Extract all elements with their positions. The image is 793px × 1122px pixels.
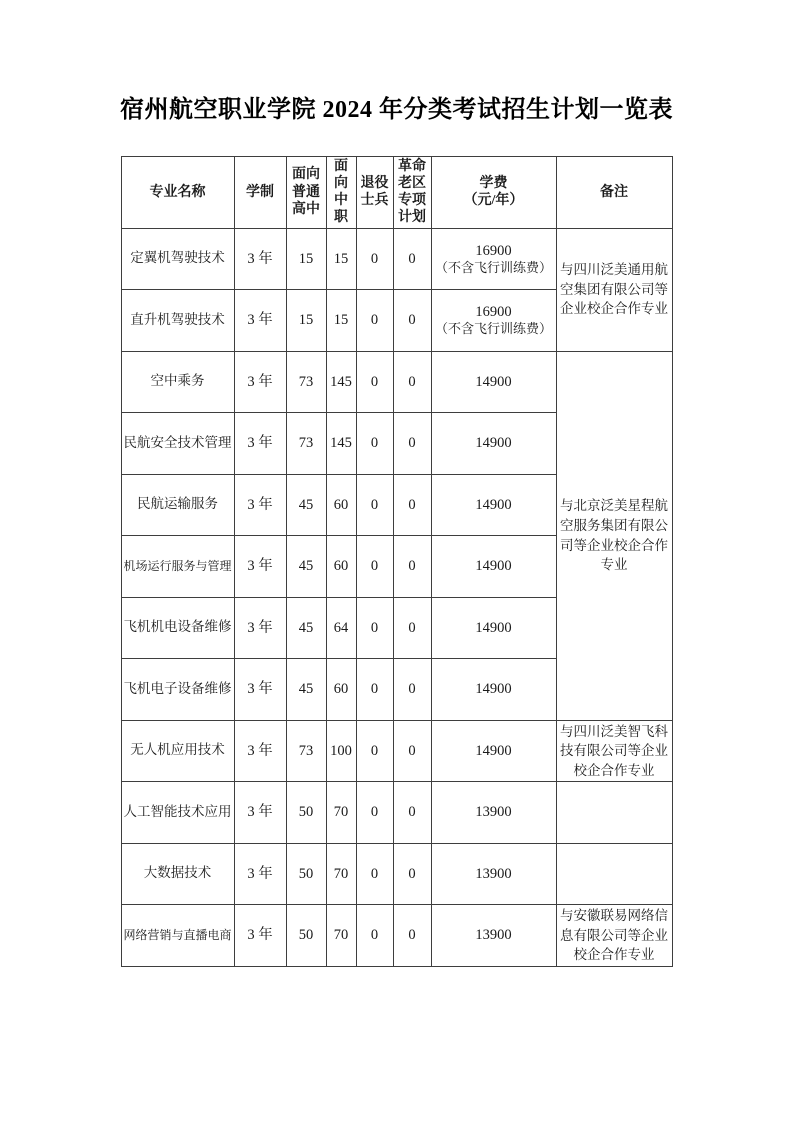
cell-hs-plan: 45 [286, 536, 326, 598]
cell-remark: 与四川泛美智飞科技有限公司等企业校企合作专业 [556, 720, 672, 782]
cell-voc-plan: 15 [326, 290, 356, 352]
tuition-amount: 16900 [475, 304, 512, 321]
cell-voc-plan: 70 [326, 782, 356, 844]
table-row [121, 843, 672, 905]
cell-voc-plan: 70 [326, 843, 356, 905]
cell-voc-plan: 100 [326, 720, 356, 782]
cell-remark [556, 782, 672, 844]
cell-old-area-plan: 0 [393, 413, 431, 475]
table-row [121, 905, 672, 967]
table-row [121, 782, 672, 844]
cell-duration: 3 年 [234, 782, 286, 844]
cell-hs-plan: 50 [286, 782, 326, 844]
cell-duration: 3 年 [234, 905, 286, 967]
tuition-amount: 14900 [475, 742, 512, 759]
cell-tuition [431, 474, 556, 536]
col-header-duration: 学制 [234, 156, 286, 228]
tuition-amount: 13900 [475, 804, 512, 821]
cell-remark: 与安徽联易网络信息有限公司等企业校企合作专业 [556, 905, 672, 967]
cell-tuition [431, 659, 556, 721]
cell-voc-plan: 60 [326, 536, 356, 598]
cell-duration: 3 年 [234, 720, 286, 782]
enrollment-plan-table [121, 156, 673, 967]
tuition-amount: 16900 [475, 242, 512, 259]
cell-old-area-plan: 0 [393, 597, 431, 659]
cell-major: 网络营销与直播电商 [121, 905, 234, 967]
cell-tuition [431, 536, 556, 598]
cell-veteran-plan: 0 [356, 782, 393, 844]
cell-hs-plan: 50 [286, 843, 326, 905]
cell-voc-plan: 145 [326, 351, 356, 413]
cell-duration: 3 年 [234, 290, 286, 352]
cell-major: 民航运输服务 [121, 474, 234, 536]
cell-voc-plan: 60 [326, 659, 356, 721]
col-header-tuition-line2: （元/年） [463, 193, 524, 209]
cell-major: 飞机电子设备维修 [121, 659, 234, 721]
cell-major: 空中乘务 [121, 351, 234, 413]
cell-remark: 与四川泛美通用航空集团有限公司等企业校企合作专业 [556, 228, 672, 351]
cell-hs-plan: 73 [286, 351, 326, 413]
cell-old-area-plan: 0 [393, 536, 431, 598]
cell-veteran-plan: 0 [356, 351, 393, 413]
cell-old-area-plan: 0 [393, 351, 431, 413]
cell-voc-plan: 64 [326, 597, 356, 659]
cell-duration: 3 年 [234, 659, 286, 721]
cell-duration: 3 年 [234, 351, 286, 413]
cell-veteran-plan: 0 [356, 720, 393, 782]
tuition-amount: 13900 [475, 927, 512, 944]
cell-major: 民航安全技术管理 [121, 413, 234, 475]
header-row [121, 156, 672, 228]
cell-veteran-plan: 0 [356, 413, 393, 475]
cell-tuition [431, 597, 556, 659]
cell-hs-plan: 15 [286, 228, 326, 290]
cell-tuition [431, 720, 556, 782]
cell-tuition [431, 782, 556, 844]
col-header-regular-hs: 面向普通高中 [286, 156, 326, 228]
cell-veteran-plan: 0 [356, 843, 393, 905]
cell-major: 大数据技术 [121, 843, 234, 905]
cell-veteran-plan: 0 [356, 597, 393, 659]
cell-remark: 与北京泛美星程航空服务集团有限公司等企业校企合作专业 [556, 351, 672, 720]
cell-old-area-plan: 0 [393, 782, 431, 844]
table-row [121, 720, 672, 782]
cell-veteran-plan: 0 [356, 905, 393, 967]
cell-voc-plan: 15 [326, 228, 356, 290]
cell-old-area-plan: 0 [393, 228, 431, 290]
cell-tuition [431, 290, 556, 352]
col-header-vocational: 面向中职 [326, 156, 356, 228]
cell-hs-plan: 45 [286, 659, 326, 721]
cell-hs-plan: 15 [286, 290, 326, 352]
tuition-amount: 14900 [475, 681, 512, 698]
cell-duration: 3 年 [234, 413, 286, 475]
cell-hs-plan: 45 [286, 597, 326, 659]
cell-veteran-plan: 0 [356, 474, 393, 536]
cell-veteran-plan: 0 [356, 536, 393, 598]
tuition-amount: 14900 [475, 435, 512, 452]
cell-major: 机场运行服务与管理 [121, 536, 234, 598]
cell-major: 定翼机驾驶技术 [121, 228, 234, 290]
cell-duration: 3 年 [234, 228, 286, 290]
tuition-note: （不含飞行训练费） [434, 259, 552, 275]
col-header-tuition-line1: 学费 [479, 176, 508, 192]
cell-old-area-plan: 0 [393, 290, 431, 352]
cell-veteran-plan: 0 [356, 228, 393, 290]
tuition-note: （不含飞行训练费） [434, 321, 552, 337]
tuition-amount: 14900 [475, 373, 512, 390]
cell-hs-plan: 73 [286, 720, 326, 782]
col-header-veterans: 退役士兵 [356, 156, 393, 228]
tuition-amount: 14900 [475, 496, 512, 513]
cell-hs-plan: 50 [286, 905, 326, 967]
col-header-major: 专业名称 [121, 156, 234, 228]
cell-veteran-plan: 0 [356, 290, 393, 352]
cell-duration: 3 年 [234, 536, 286, 598]
cell-tuition [431, 228, 556, 290]
cell-hs-plan: 45 [286, 474, 326, 536]
cell-old-area-plan: 0 [393, 843, 431, 905]
cell-duration: 3 年 [234, 843, 286, 905]
cell-tuition [431, 843, 556, 905]
cell-veteran-plan: 0 [356, 659, 393, 721]
table-row [121, 351, 672, 413]
col-header-remark: 备注 [556, 156, 672, 228]
tuition-amount: 13900 [475, 865, 512, 882]
page-title: 宿州航空职业学院 2024 年分类考试招生计划一览表 [120, 97, 673, 123]
col-header-old-area-plan: 革命老区专项计划 [393, 156, 431, 228]
cell-hs-plan: 73 [286, 413, 326, 475]
cell-tuition [431, 351, 556, 413]
cell-voc-plan: 60 [326, 474, 356, 536]
cell-major: 直升机驾驶技术 [121, 290, 234, 352]
cell-duration: 3 年 [234, 597, 286, 659]
cell-major: 人工智能技术应用 [121, 782, 234, 844]
cell-old-area-plan: 0 [393, 659, 431, 721]
col-header-tuition [431, 156, 556, 228]
tuition-amount: 14900 [475, 619, 512, 636]
cell-voc-plan: 145 [326, 413, 356, 475]
cell-old-area-plan: 0 [393, 720, 431, 782]
cell-tuition [431, 413, 556, 475]
cell-old-area-plan: 0 [393, 474, 431, 536]
cell-remark [556, 843, 672, 905]
cell-major: 飞机机电设备维修 [121, 597, 234, 659]
cell-duration: 3 年 [234, 474, 286, 536]
cell-major: 无人机应用技术 [121, 720, 234, 782]
cell-tuition [431, 905, 556, 967]
cell-old-area-plan: 0 [393, 905, 431, 967]
tuition-amount: 14900 [475, 558, 512, 575]
cell-voc-plan: 70 [326, 905, 356, 967]
table-row [121, 228, 672, 290]
